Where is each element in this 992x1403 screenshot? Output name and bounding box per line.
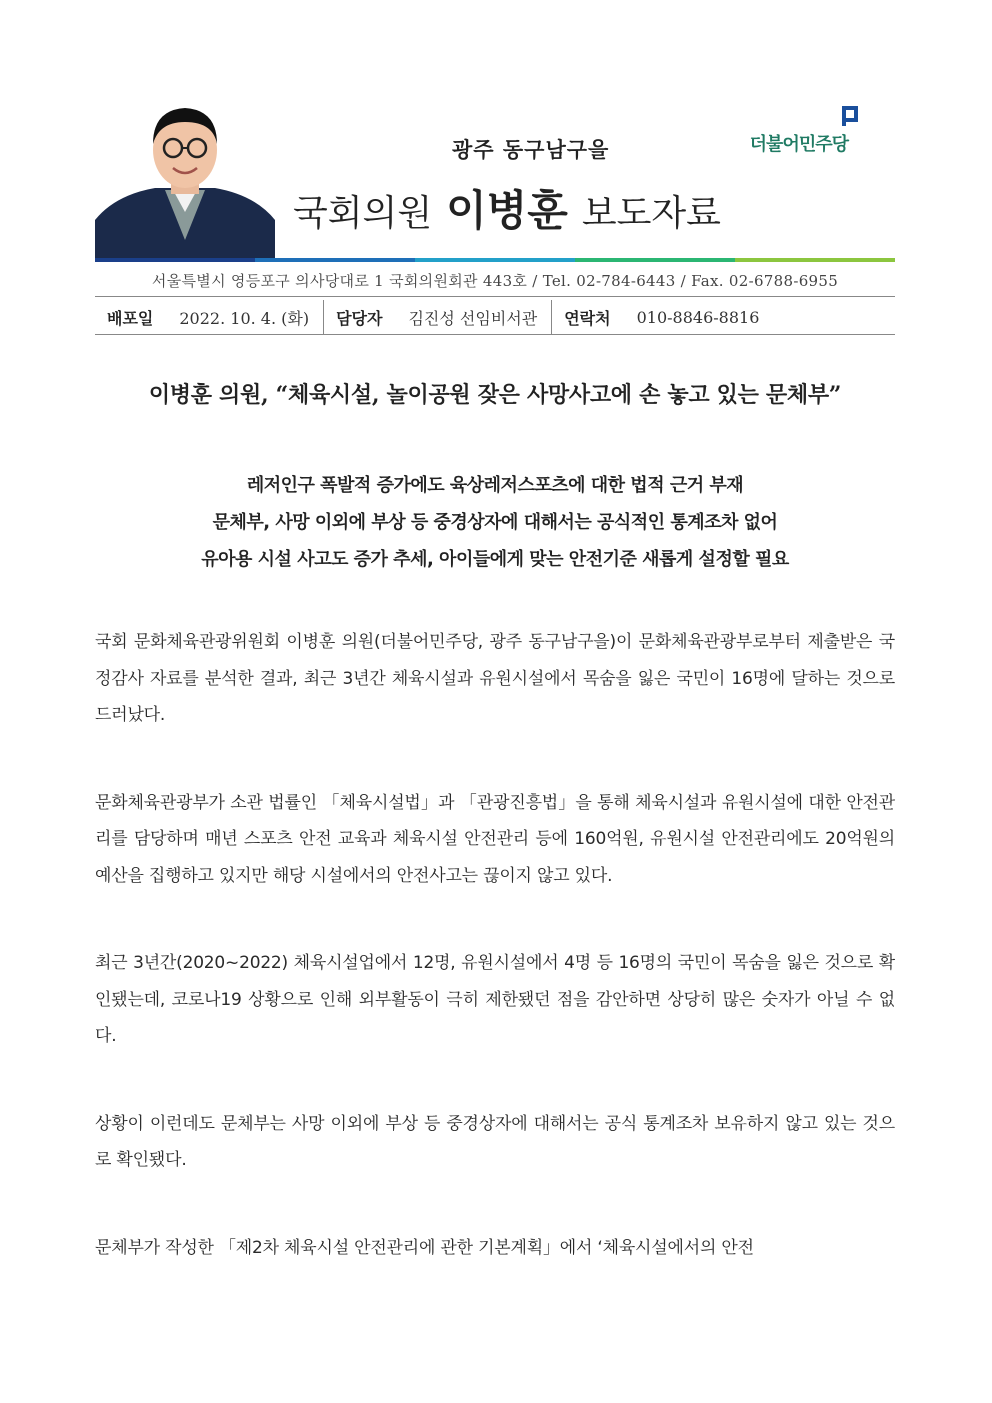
- date-value: 2022. 10. 4. (화): [179, 308, 310, 328]
- body-paragraph: 국회 문화체육관광위원회 이병훈 의원(더불어민주당, 광주 동구남구을)이 문화체육관광부로부터 제출받은 국정감사 자료를 분석한 결과, 최근 3년간 체육시설과 유원시설에서 목숨을 잃은 국민이 16명에 달하는 것으로 드러났다.: [95, 632, 895, 725]
- subheadline: 문체부, 사망 이외에 부상 등 중경상자에 대해서는 공식적인 통계조차 없어: [212, 512, 778, 533]
- lawmaker-portrait-image: [95, 100, 275, 258]
- page-title: [293, 178, 721, 238]
- body-paragraph: 상황이 이런데도 문체부는 사망 이외에 부상 등 중경상자에 대해서는 공식 통계조차 보유하지 않고 있는 것으로 확인됐다.: [95, 1113, 895, 1170]
- contact-info-row: [95, 300, 895, 335]
- office-address: 서울특별시 영등포구 의사당대로 1 국회의원회관 443호 / Tel. 02-784-6443 / Fax. 02-6788-6955: [95, 266, 895, 297]
- phone-value: 010-8846-8816: [636, 307, 760, 327]
- header-color-divider: [95, 258, 895, 262]
- party-name: 더불어민주당: [749, 134, 848, 155]
- headline: 이병훈 의원, “체육시설, 놀이공원 잦은 사망사고에 손 놓고 있는 문체부”: [148, 382, 842, 408]
- manager-label: 담당자: [336, 308, 383, 328]
- subheadlines: [95, 467, 895, 578]
- body-paragraph: 문체부가 작성한 「제2차 체육시설 안전관리에 관한 기본계획」에서 ‘체육시설에서의 안전: [95, 1237, 754, 1258]
- constituency-label: 광주 동구남구을: [452, 138, 610, 162]
- article-body: [95, 624, 895, 1317]
- body-paragraph: 문화체육관광부가 소관 법률인 「체육시설법」과 「관광진흥법」을 통해 체육시설과 유원시설에 대한 안전관리를 담당하며 매년 스포츠 안전 교육과 체육시설 안전관리 등에 160억원, 유원시설 안전관리에도 20억원의 예산을 집행하고 있지만 해당 시설에서의 안전사고는 끊이지 않고 있다.: [95, 792, 895, 886]
- subheadline: 레저인구 폭발적 증가에도 육상레저스포츠에 대한 법적 근거 부재: [246, 475, 744, 496]
- body-paragraph: 최근 3년간(2020~2022) 체육시설업에서 12명, 유원시설에서 4명 등 16명의 국민이 목숨을 잃은 것으로 확인됐는데, 코로나19 상황으로 인해 외부활동이 극히 제한됐던 점을 감안하면 상당히 많은 숫자가 아닐 수 없다.: [95, 953, 895, 1046]
- title-name: 이병훈: [446, 186, 568, 235]
- phone-label: 연락처: [564, 308, 611, 328]
- subheadline: 유아용 시설 사고도 증가 추세, 아이들에게 맞는 안전기준 새롭게 설정할 필요: [201, 549, 789, 570]
- date-label: 배포일: [107, 308, 154, 328]
- title-prefix: 국회의원: [293, 193, 433, 234]
- manager-value: 김진성 선임비서관: [408, 308, 538, 328]
- party-flag-icon: [838, 106, 860, 126]
- press-release-header: [95, 100, 895, 260]
- title-suffix: 보도자료: [581, 193, 721, 234]
